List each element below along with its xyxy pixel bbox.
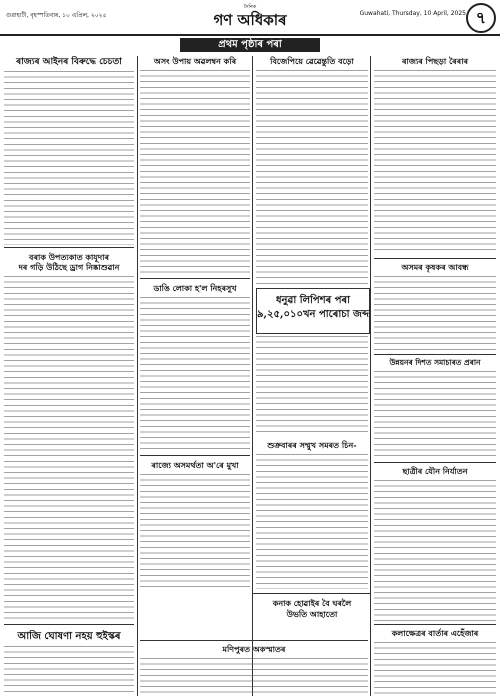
article-headline-line2: দৰ গড়ি উঠিছে ড্ৰাগ নিষ্কাশুৱান (18, 262, 120, 272)
masthead-title: গণ অধিকাৰ (213, 11, 287, 29)
feature-headline-line2: ৯,২৫,০১০খন পাৰোচা জব্দ (257, 309, 369, 320)
article-body-text (4, 276, 134, 620)
article-body-text (4, 646, 134, 695)
article-body-text (256, 70, 368, 285)
article-divider (4, 247, 134, 248)
article-headline: ৰাজ্যৰ আইনৰ বিৰুদ্ধে চেচতা (16, 57, 122, 67)
article-body-text (256, 336, 368, 436)
article-headline: শুক্ৰবাৰৰ সম্মুখ সমৰত চিন- (267, 440, 357, 450)
article-headline: অসং উপায় অৱলম্বন কৰি (153, 56, 237, 66)
article-divider (374, 258, 496, 259)
feature-box (256, 288, 370, 334)
article-a13 (4, 630, 134, 696)
article-a5 (4, 252, 134, 622)
article-body-text (256, 454, 368, 589)
article-divider (4, 624, 134, 625)
article-headline: কলাক্ষেত্ৰৰ বাৰ্তাৰ এহেঁজাৰ (391, 628, 479, 638)
article-divider (140, 640, 368, 641)
article-a16 (374, 628, 496, 696)
article-headline: উন্নয়নৰ দিশত সমাচাৰত প্ৰৰান (389, 358, 481, 367)
article-a1 (4, 56, 134, 246)
article-body-text (140, 658, 368, 695)
article-headline: ৰাজ্যে অসমৰ্থতা অ'ৰে মুখা (151, 460, 239, 470)
feature-headline-line1: ধনুৱা লিপিশৰ পৰা (275, 295, 351, 306)
article-a14 (256, 598, 368, 638)
article-a9 (140, 460, 250, 590)
article-headline-line1: কনাক হোৱাইৰ বৈ ঘৰলৈ (272, 598, 352, 608)
article-body-text (374, 371, 496, 459)
article-headline: আজি ঘোষণা নহয় হুইস্কৰ (17, 631, 121, 642)
article-body-text (140, 474, 250, 589)
article-divider (140, 455, 250, 456)
article-a3 (256, 56, 368, 286)
article-a4 (374, 56, 496, 256)
article-body-text (374, 276, 496, 351)
article-a7-body (256, 336, 368, 436)
masthead (180, 4, 320, 30)
column-rule (252, 56, 253, 696)
masthead-tagline: দৈনিক (243, 4, 257, 10)
article-a8 (256, 440, 368, 590)
column-rule (370, 56, 371, 696)
article-headline-line1: বৰাক উপত্যকাত কাযূদাৰ (29, 252, 109, 262)
article-a2 (140, 56, 250, 276)
article-a10 (374, 262, 496, 352)
article-body-text (140, 297, 250, 452)
article-divider (374, 462, 496, 463)
article-a6 (140, 283, 250, 453)
article-a12 (374, 466, 496, 622)
article-divider (374, 354, 496, 355)
article-headline: ৰাজ্যৰ পিছড়া ৰৈৰাৰ (401, 56, 469, 66)
article-divider (140, 278, 250, 279)
page-number: ৭ (466, 3, 496, 33)
article-body-text (140, 70, 250, 275)
article-body-text (374, 480, 496, 621)
article-divider (252, 593, 370, 594)
column-rule (137, 56, 138, 696)
article-body-text (4, 71, 134, 245)
article-a11 (374, 358, 496, 460)
article-headline: অসমৰ কৃষকৰ আবন্ধ (401, 262, 469, 272)
article-headline: ছাত্ৰীৰ যৌন নিৰ্যাতন (402, 466, 468, 476)
article-headline: মণিপুৰত অকস্মাতৰ (222, 644, 286, 654)
article-headline: বিজেপিয়ে ৱেৱেন্তুতি বড়ো (270, 56, 354, 66)
header-dateline-right: Guwahati, Thursday, 10 April, 2025 (359, 10, 466, 17)
article-divider (374, 624, 496, 625)
article-body-text (374, 642, 496, 695)
article-headline-line2: উভতি আহাতো (286, 609, 338, 619)
section-banner: প্ৰথম পৃষ্ঠাৰ পৰা (180, 38, 320, 52)
article-a15 (140, 644, 368, 696)
header-dateline-left: গুৱাহাটী, বৃহস্পতিবাৰ, ১০ এপ্ৰিল, ২০২৫ (6, 12, 107, 19)
page-header (0, 0, 500, 36)
article-body-text (374, 70, 496, 255)
article-headline: ডাঙি লোকা হ'ল নিহৰসুখ (153, 283, 237, 293)
